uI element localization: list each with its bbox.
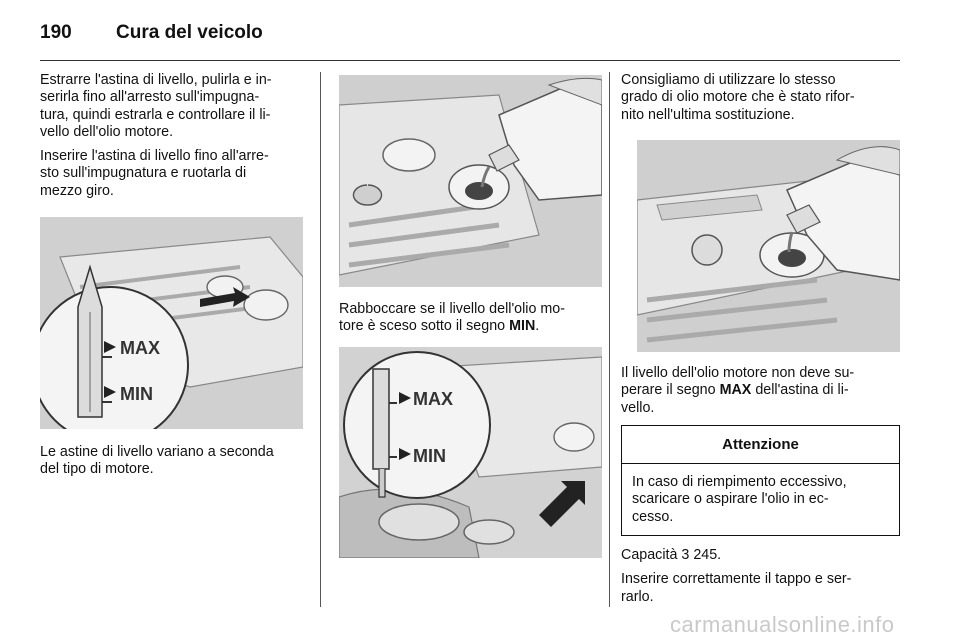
paragraph-insert-cap: Inserire correttamente il tappo e ser- rarlo. xyxy=(621,571,852,605)
paragraph-insert-dipstick: Inserire l'astina di livello fino all'arre- sto sull'impugnatura e ruotarla di mezzo giro. xyxy=(40,148,269,199)
paragraph-extract-dipstick: Estrarre l'astina di livello, pulirla e in- serirla fino all'arresto sull'impugna- tura, quindi estrarla e controllare il li- vello dell'olio motore. xyxy=(40,72,272,140)
figure-dipstick-engine-2 xyxy=(339,347,602,558)
attention-notice-body: In caso di riempimento eccessivo, scaricare o aspirare l'olio in ec- cesso. xyxy=(632,474,847,525)
capacity-reference: Capacità 3 245. Inserire correttamente il tappo e ser- rarlo. xyxy=(621,547,901,613)
figure-dipstick-engine xyxy=(40,217,303,429)
paragraph-not-exceed-max: Il livello dell'olio motore non deve su- perare il segno MAX dell'astina di li- vello. xyxy=(621,365,855,416)
dipstick-engine-illustration xyxy=(40,217,303,429)
page-title: Cura del veicolo xyxy=(116,22,263,43)
column-divider-2 xyxy=(609,72,610,607)
page-reference-arrow-icon[interactable]: 3 xyxy=(681,547,690,563)
watermark: carmanualsonline.info xyxy=(670,612,895,637)
dipstick-max-label: MAX xyxy=(120,338,160,358)
max-mark-label: MAX xyxy=(719,382,752,399)
paragraph-recommend-oil: Consigliamo di utilizzare lo stesso grado di olio motore che è stato rifor- nito nell'ultima sostituzione. xyxy=(621,72,855,123)
dipstick-max-label-2: MAX xyxy=(413,389,453,409)
page-number: 190 xyxy=(40,22,72,43)
dipstick-min-label-2: MIN xyxy=(413,446,446,466)
paragraph-top-up-min: Rabboccare se il livello dell'olio mo- tore è sceso sotto il segno MIN. xyxy=(339,301,566,335)
oil-refill-illustration-2 xyxy=(637,140,900,352)
caption-dipstick: Le astine di livello variano a seconda del tipo di motore. xyxy=(40,444,274,478)
oil-refill-illustration-1 xyxy=(339,75,602,287)
header-divider xyxy=(40,60,900,61)
figure-oil-refill-1 xyxy=(339,75,602,287)
min-mark-label: MIN xyxy=(509,318,536,335)
column-1 xyxy=(40,72,304,207)
figure-oil-refill-2 xyxy=(637,140,900,352)
attention-notice xyxy=(621,425,900,536)
column-divider-1 xyxy=(320,72,321,607)
dipstick-min-label: MIN xyxy=(120,384,153,404)
dipstick-engine-illustration-2 xyxy=(339,347,602,558)
attention-notice-title: Attenzione xyxy=(622,426,899,464)
